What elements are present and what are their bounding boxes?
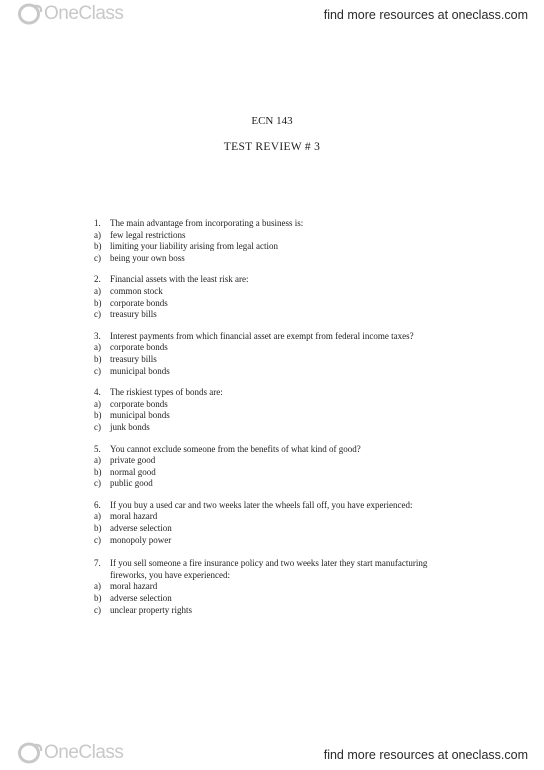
question-number: 3.	[94, 330, 101, 341]
question-text: The main advantage from incorporating a business is:	[110, 218, 304, 228]
brand-name: OneClass	[44, 3, 124, 24]
answer-option: c) public good	[94, 478, 153, 489]
question-number: 7.	[94, 558, 101, 569]
answer-option: b) normal good	[94, 466, 156, 477]
question-number: 6.	[94, 499, 101, 510]
question-6	[94, 500, 454, 546]
answer-option: b) corporate bonds	[94, 297, 168, 308]
question-text: If you buy a used car and two weeks later the wheels fall off, you have experienced:	[110, 499, 413, 510]
question-text: You cannot exclude someone from the benefits of what kind of good?	[110, 443, 361, 454]
question-5	[94, 444, 454, 490]
answer-option: a) common stock	[94, 285, 163, 296]
question-2	[94, 274, 454, 320]
question-list	[94, 218, 454, 626]
answer-option: b) limiting your liability arising from legal action	[94, 241, 278, 252]
answer-option: b) adverse selection	[94, 523, 172, 534]
question-text: If you sell someone a fire insurance policy and two weeks later they start manufacturing fireworks, you have experienced:	[110, 558, 428, 580]
answer-option: b) treasury bills	[94, 353, 157, 364]
question-text: Interest payments from which financial asset are exempt from federal income taxes?	[110, 330, 414, 341]
question-4	[94, 387, 454, 433]
answer-option: a) moral hazard	[94, 511, 158, 522]
find-resources-link-footer[interactable]: find more resources at oneclass.com	[323, 748, 528, 762]
answer-option: c) junk bonds	[94, 421, 150, 432]
answer-option: a) private good	[94, 455, 156, 466]
answer-option: a) corporate bonds	[94, 398, 168, 409]
document-title: TEST REVIEW # 3	[223, 141, 321, 153]
answer-option: a) few legal restrictions	[94, 229, 186, 240]
question-1	[94, 218, 454, 264]
question-number: 4.	[94, 387, 101, 398]
oneclass-logo[interactable]	[17, 3, 123, 25]
answer-option: c) unclear property rights	[94, 604, 192, 615]
brand-name: OneClass	[44, 742, 124, 763]
question-number: 1.	[94, 218, 101, 228]
question-3	[94, 331, 454, 377]
answer-option: b) adverse selection	[94, 593, 172, 604]
question-number: 5.	[94, 443, 101, 454]
answer-option: b) municipal bonds	[94, 410, 170, 421]
question-text: Financial assets with the least risk are:	[110, 274, 249, 285]
find-resources-link[interactable]: find more resources at oneclass.com	[323, 8, 528, 22]
oneclass-o-icon	[17, 3, 43, 25]
answer-option: c) municipal bonds	[94, 365, 170, 376]
answer-option: c) treasury bills	[94, 309, 157, 320]
question-number: 2.	[94, 274, 101, 285]
answer-option: c) being your own boss	[94, 252, 185, 263]
answer-option: c) monopoly power	[94, 534, 172, 545]
answer-option: a) corporate bonds	[94, 342, 168, 353]
question-text: The riskiest types of bonds are:	[110, 387, 223, 398]
oneclass-o-icon	[17, 742, 43, 764]
answer-option: a) moral hazard	[94, 581, 158, 592]
oneclass-logo-footer[interactable]	[17, 742, 123, 764]
question-7	[94, 558, 454, 616]
course-code: ECN 143	[251, 115, 293, 127]
